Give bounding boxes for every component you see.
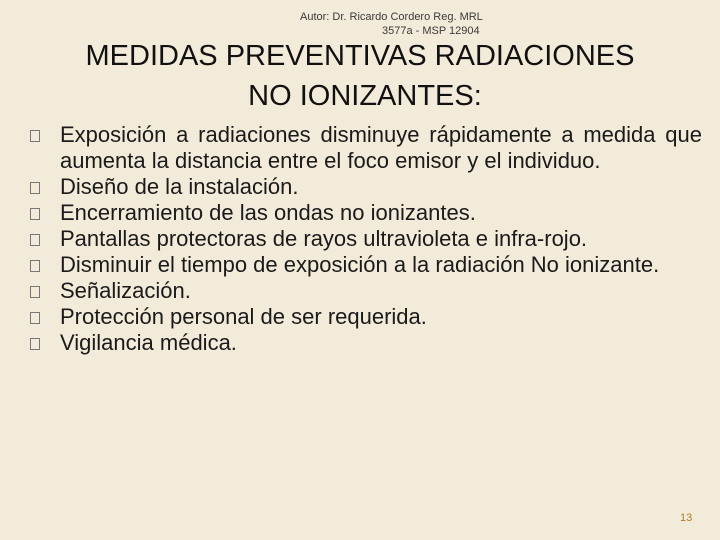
bullet-box-icon	[30, 286, 40, 298]
bullet-text: Encerramiento de las ondas no ionizantes.	[60, 200, 476, 225]
author-credit	[300, 10, 520, 38]
bullet-item	[30, 330, 702, 356]
bullet-item	[30, 174, 702, 200]
author-line-2: 3577a - MSP 12904	[382, 25, 480, 37]
bullet-item	[30, 122, 702, 174]
page-number: 13	[680, 512, 693, 524]
bullet-text: Exposición a radiaciones disminuye rápidamente a medida que aumenta la distancia entre el foco emisor y el individuo.	[60, 122, 702, 173]
bullet-text: Diseño de la instalación.	[60, 174, 299, 199]
bullet-item	[30, 304, 702, 330]
bullet-box-icon	[30, 208, 40, 220]
bullet-text: Vigilancia médica.	[60, 330, 237, 355]
bullet-box-icon	[30, 260, 40, 272]
bullet-box-icon	[30, 312, 40, 324]
author-line-1: Autor: Dr. Ricardo Cordero Reg. MRL	[300, 11, 483, 23]
bullet-text: Señalización.	[60, 278, 191, 303]
bullet-item	[30, 200, 702, 226]
bullet-list	[30, 122, 702, 356]
bullet-box-icon	[30, 338, 40, 350]
title-line-2: NO IONIZANTES:	[248, 80, 482, 112]
bullet-box-icon	[30, 130, 40, 142]
bullet-box-icon	[30, 234, 40, 246]
bullet-text: Disminuir el tiempo de exposición a la radiación No ionizante.	[60, 252, 660, 277]
bullet-box-icon	[30, 182, 40, 194]
bullet-item	[30, 252, 702, 278]
bullet-item	[30, 226, 702, 252]
bullet-text: Protección personal de ser requerida.	[60, 304, 427, 329]
bullet-item	[30, 278, 702, 304]
slide-title	[0, 36, 720, 116]
title-line-1: MEDIDAS PREVENTIVAS RADIACIONES	[85, 40, 635, 72]
bullet-text: Pantallas protectoras de rayos ultravioleta e infra-rojo.	[60, 226, 588, 251]
